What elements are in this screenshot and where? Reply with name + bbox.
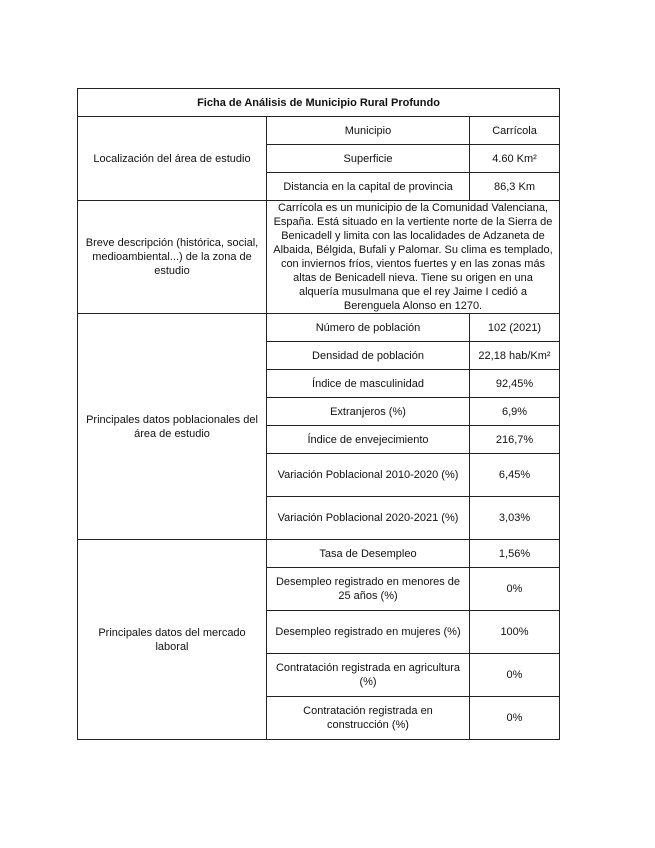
laboral-row-value: 1,56%	[470, 540, 560, 568]
laboral-row-label: Contratación registrada en agricultura (%)	[267, 654, 470, 697]
localizacion-row-value: 86,3 Km	[470, 173, 560, 201]
poblacionales-row-value: 92,45%	[470, 370, 560, 398]
localizacion-row-label: Municipio	[267, 117, 470, 145]
poblacionales-row-value: 216,7%	[470, 426, 560, 454]
poblacionales-row-label: Variación Poblacional 2010-2020 (%)	[267, 454, 470, 497]
poblacionales-row-value: 6,9%	[470, 398, 560, 426]
laboral-row-value: 0%	[470, 568, 560, 611]
descripcion-text: Carrícola es un municipio de la Comunidad Valenciana, España. Está situado en la vertiente norte de la Sierra de Benicadell y limita con las localidades de Adzaneta de Albaida, Bélgida, Bufali y Palomar. Su clima es templado, con inviernos fríos, vientos fuertes y en las zonas más altas de Benicadell nieva. Tiene su origen en una alquería musulmana que el rey Jaime I cedió a Berenguela Alonso en 1270.	[267, 201, 560, 314]
poblacionales-row-label: Variación Poblacional 2020-2021 (%)	[267, 497, 470, 540]
localizacion-row-value: Carrícola	[470, 117, 560, 145]
poblacionales-row-label: Número de población	[267, 314, 470, 342]
poblacionales-row-value: 3,03%	[470, 497, 560, 540]
laboral-row-value: 100%	[470, 611, 560, 654]
laboral-row-label: Tasa de Desempleo	[267, 540, 470, 568]
laboral-row-value: 0%	[470, 697, 560, 740]
section-descripcion-label: Breve descripción (histórica, social, medioambiental...) de la zona de estudio	[78, 201, 267, 314]
poblacionales-row-value: 6,45%	[470, 454, 560, 497]
laboral-row-label: Desempleo registrado en mujeres (%)	[267, 611, 470, 654]
section-poblacionales-label: Principales datos poblacionales del área de estudio	[78, 314, 267, 540]
section-laboral-label: Principales datos del mercado laboral	[78, 540, 267, 740]
analysis-sheet-table	[77, 88, 560, 740]
localizacion-row-label: Distancia en la capital de provincia	[267, 173, 470, 201]
poblacionales-row-value: 22,18 hab/Km²	[470, 342, 560, 370]
localizacion-row-value: 4.60 Km²	[470, 145, 560, 173]
laboral-row-label: Contratación registrada en construcción (%)	[267, 697, 470, 740]
section-localizacion-label: Localización del área de estudio	[78, 117, 267, 201]
localizacion-row-label: Superficie	[267, 145, 470, 173]
sheet-title: Ficha de Análisis de Municipio Rural Profundo	[78, 89, 560, 117]
laboral-row-value: 0%	[470, 654, 560, 697]
poblacionales-row-label: Índice de masculinidad	[267, 370, 470, 398]
poblacionales-row-label: Densidad de población	[267, 342, 470, 370]
poblacionales-row-label: Extranjeros (%)	[267, 398, 470, 426]
poblacionales-row-value: 102 (2021)	[470, 314, 560, 342]
poblacionales-row-label: Índice de envejecimiento	[267, 426, 470, 454]
laboral-row-label: Desempleo registrado en menores de 25 años (%)	[267, 568, 470, 611]
